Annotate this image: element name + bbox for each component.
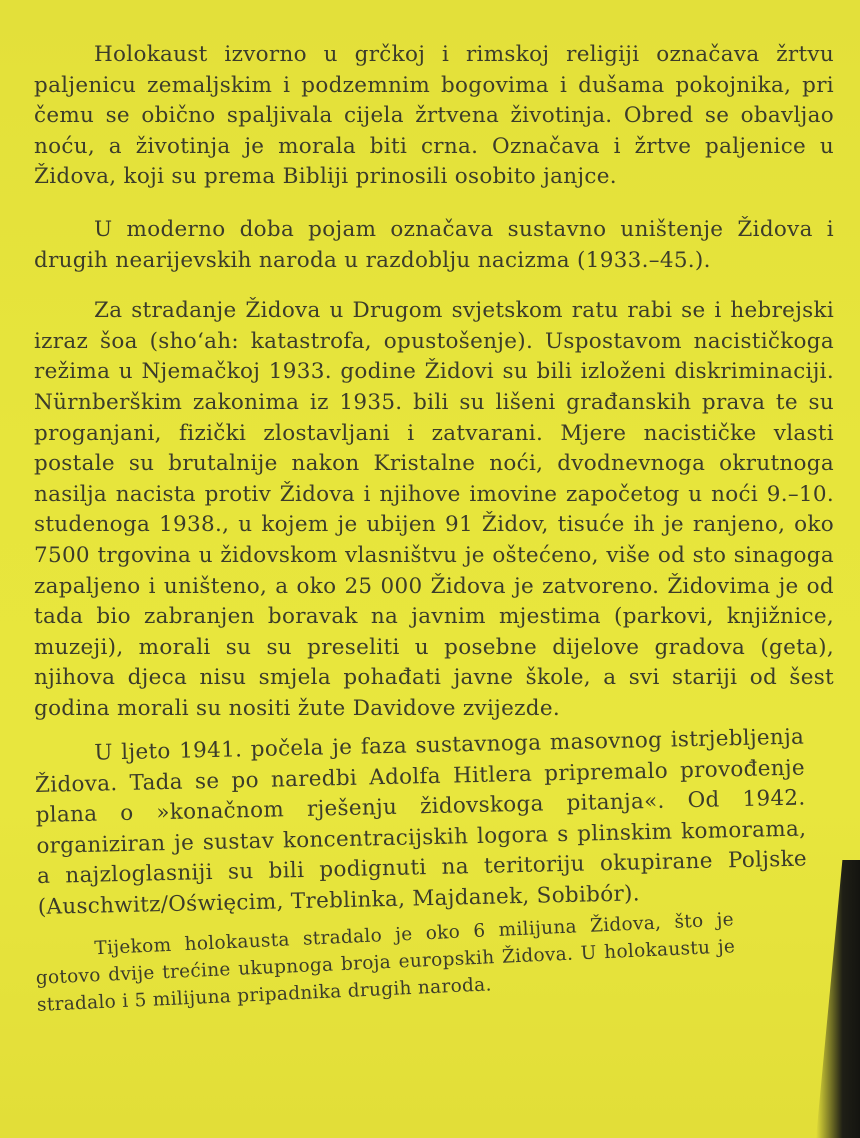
paragraph-shoah: Za stradanje Židova u Drugom svjetskom ratu rabi se i hebrejski izraz šoa (sho‘ah: katastrofa, opustošenje). Uspostavom nacističkoga režima u Njemačkoj 1933. godine Židovi su bili izloženi diskriminaciji. Nürnberškim zakonima iz 1935. bili su lišeni građanskih prava te su proganjani, fizički zlostavljani i zatvarani. Mjere nacističke vlasti postale su brutalnije nakon Kristalne noći, dvodnevnoga okrutnoga nasilja nacista protiv Židova i njihove imovine započetog u noći 9.–10. studenoga 1938., u kojem je ubijen 91 Židov, tisuće ih je ranjeno, oko 7500 trgovina u židovskom vlasništvu je oštećeno, više od sto sinagoga zapaljeno i uništeno, a oko 25 000 Židova je zatvoreno. Židovima je od tada bio zabranjen boravak na javnim mjestima (parkovi, knjižnice, muzeji), morali su su preseliti u posebne dijelove gradova (geta), njihova djeca nisu smjela pohađati javne škole, a svi stariji od šest godina morali su nositi žute Davidove zvijezde.	[34, 298, 834, 721]
paragraph-victims: Tijekom holokausta stradalo je oko 6 milijuna Židova, što je gotovo dvije trećine ukupnoga broja europskih Židova. U holokaustu je stradalo i 5 milijuna pripadnika drugih naroda.	[35, 909, 736, 1016]
paragraph-extermination: U ljeto 1941. počela je faza sustavnoga masovnog istrjebljenja Židova. Tada se po naredbi Adolfa Hitlera pripremalo provođenje plana o »konačnom rješenju židovskoga pitanja«. Od 1942. organiziran je sustav koncentracijskih logora s plinskim komorama, a najzloglasniji su bili podignuti na teritoriju okupirane Poljske (Auschwitz/Oświęcim, Treblinka, Majdanek, Sobibór).	[34, 724, 808, 921]
paragraph-origin: Holokaust izvorno u grčkoj i rimskoj religiji označava žrtvu paljenicu zemaljskim i podzemnim bogovima i dušama pokojnika, pri čemu se obično spaljivala cijela žrtvena životinja. Obred se obavljao noću, a životinja je morala biti crna. Označava i žrtve paljenice u Židova, koji su prema Bibliji prinosili osobito janjce.	[34, 42, 834, 190]
paragraph-modern-meaning: U moderno doba pojam označava sustavno uništenje Židova i drugih nearijevskih naroda u razdoblju nacizma (1933.–45.).	[34, 216, 834, 273]
article-text	[34, 40, 834, 1033]
